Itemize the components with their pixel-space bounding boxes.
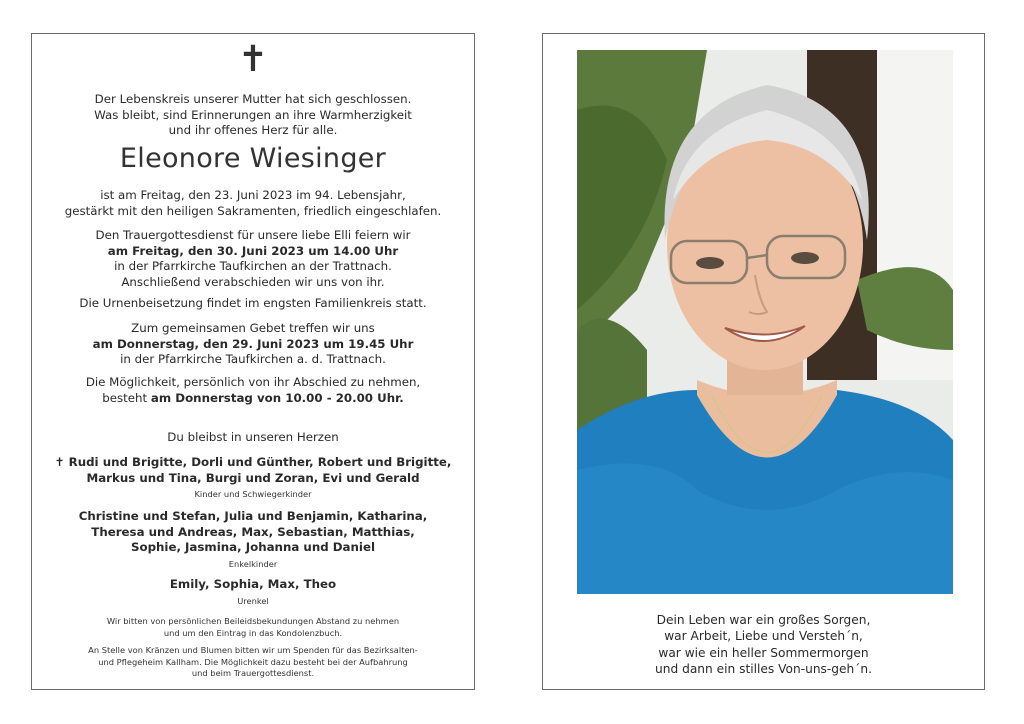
great-grandchildren-block: Emily, Sophia, Max, Theo Urenkel <box>169 577 337 606</box>
memorial-poem: Dein Leben war ein großes Sorgen, war Arbeit, Liebe und Versteh´n, war wie ein heller Sommermorgen und dann ein stilles Von-uns-geh´n. <box>655 613 872 677</box>
prayer-info: Zum gemeinsamen Gebet treffen wir uns am Donnerstag, den 29. Juni 2023 um 19.45 Uhr in der Pfarrkirche Taufkirchen a. d. Trattnach. <box>92 321 414 366</box>
viewing-info: Die Möglichkeit, persönlich von ihr Abschied zu nehmen, besteht am Donnerstag von 10.00 - 20.00 Uhr. <box>85 375 421 405</box>
portrait-photo <box>577 50 953 594</box>
obituary-text-panel <box>31 33 475 690</box>
portrait-illustration <box>577 50 953 594</box>
cross-icon: ✝ <box>237 39 269 80</box>
remembrance-line: Du bleibst in unseren Herzen <box>167 430 339 444</box>
photo-panel <box>542 33 985 690</box>
donation-note: An Stelle von Kränzen und Blumen bitten wir um Spenden für das Bezirksalten- und Pflegeheim Kallham. Die Möglichkeit dazu besteht bei der Aufbahrung und beim Trauergottesdienst. <box>88 645 418 679</box>
death-notice: ist am Freitag, den 23. Juni 2023 im 94. Lebensjahr, gestärkt mit den heiligen Sakramenten, friedlich eingeschlafen. <box>64 188 442 218</box>
condolence-note: Wir bitten von persönlichen Beileidsbekundungen Abstand zu nehmen und um den Eintrag in das Kondolenzbuch. <box>106 616 400 638</box>
service-info: Den Trauergottesdienst für unsere liebe Elli feiern wir am Freitag, den 30. Juni 2023 um 14.00 Uhr in der Pfarrkirche Taufkirchen an der Trattnach. Anschließend verabschieden wir uns von ihr. <box>95 228 411 289</box>
children-block: ✝ Rudi und Brigitte, Dorli und Günther, Robert und Brigitte, Markus und Tina, Burgi und Zoran, Evi und Gerald Kinder und Schwiegerkinder <box>54 455 452 499</box>
grandchildren-block: Christine und Stefan, Julia und Benjamin, Katharina, Theresa und Andreas, Max, Sebastian, Matthias, Sophie, Jasmina, Johanna und Daniel Enkelkinder <box>78 509 428 569</box>
intro-text: Der Lebenskreis unserer Mutter hat sich geschlossen. Was bleibt, sind Erinnerungen an ihre Warmherzigkeit und ihr offenes Herz für alle. <box>94 92 412 137</box>
urn-info: Die Urnenbeisetzung findet im engsten Familienkreis statt. <box>79 296 427 310</box>
deceased-name: Eleonore Wiesinger <box>119 143 387 174</box>
